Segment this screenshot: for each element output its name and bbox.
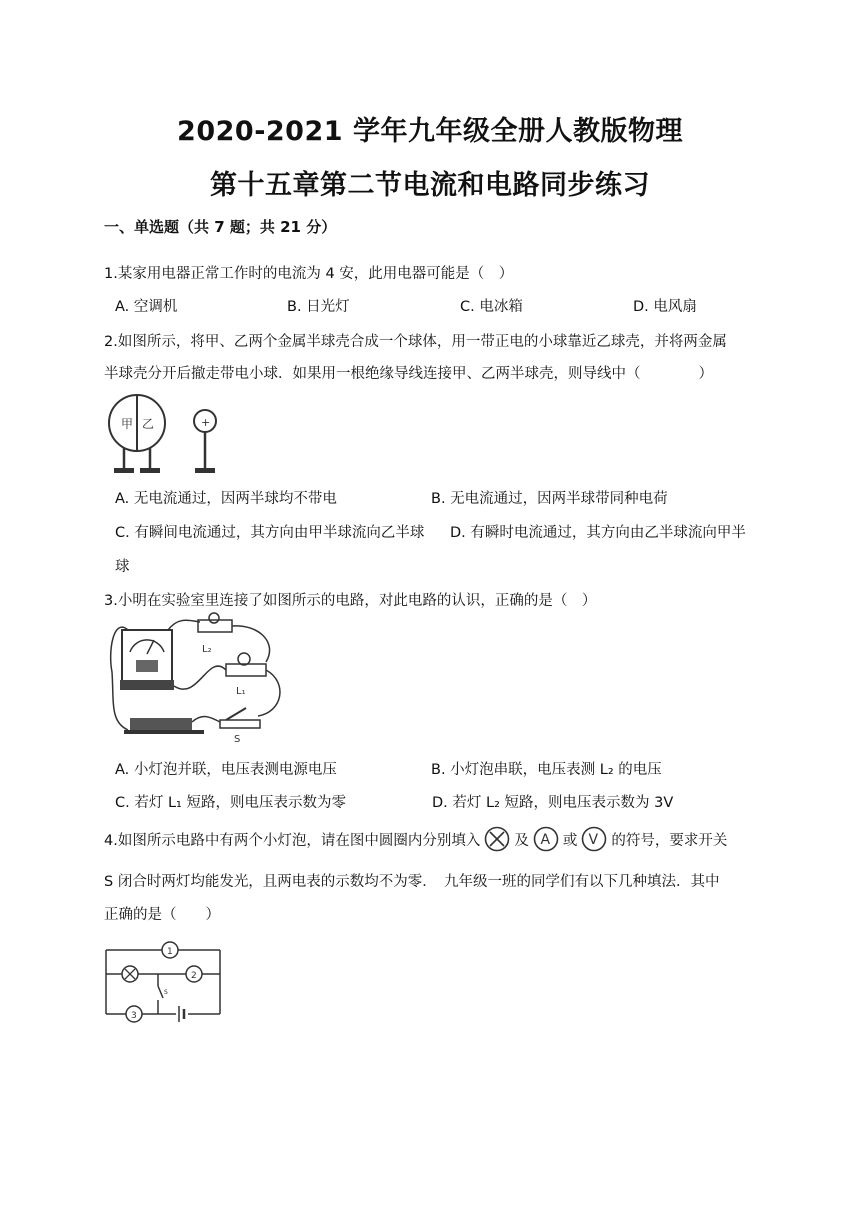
- voltmeter-letter: V: [588, 832, 599, 848]
- section-heading: 一、单选题（共 7 题；共 21 分）: [104, 218, 337, 236]
- q1-option-d: D. 电风扇: [633, 299, 697, 315]
- title-line-2: 第十五章第二节电流和电路同步练习: [210, 170, 650, 201]
- voltmeter-symbol-icon: [581, 826, 607, 852]
- q1-option-a: A. 空调机: [115, 299, 178, 315]
- ammeter-symbol-icon: [533, 826, 559, 852]
- q4-stem-part-3: 或: [562, 832, 578, 849]
- q4-stem-part-2: 及: [514, 832, 529, 849]
- q4-label-1: 1: [167, 947, 173, 957]
- ammeter-letter: A: [540, 832, 550, 848]
- q2-option-c: C. 有瞬间电流通过，其方向由甲半球流向乙半球: [115, 525, 425, 541]
- q3-option-d: D. 若灯 L₂ 短路，则电压表示数为 3V: [432, 795, 674, 811]
- q4-stem-line-3: 正确的是（ ）: [104, 907, 220, 923]
- q3-figure-circuit: [108, 612, 288, 746]
- q2-option-d-wrap: 球: [115, 559, 130, 575]
- q3-option-c: C. 若灯 L₁ 短路，则电压表示数为零: [115, 795, 346, 811]
- q2-label-yi: 乙: [142, 417, 155, 431]
- q3-option-a: A. 小灯泡并联，电压表测电源电压: [115, 762, 337, 778]
- q4-label-3: 3: [131, 1011, 137, 1021]
- q2-stem-line-1: 2.如图所示，将甲、乙两个金属半球壳合成一个球体，用一带正电的小球靠近乙球壳，并将两金属: [104, 334, 727, 350]
- q1-stem: 1.某家用电器正常工作时的电流为 4 安，此用电器可能是（ ）: [104, 266, 514, 282]
- q2-option-b: B. 无电流通过，因两半球带同种电荷: [431, 491, 668, 507]
- q2-figure-spheres: [108, 388, 228, 478]
- q4-label-2: 2: [191, 971, 197, 981]
- q4-stem-line-2: S 闭合时两灯均能发光，且两电表的示数均不为零． 九年级一班的同学们有以下几种填法．其中: [104, 874, 720, 890]
- q3-label-s: S: [234, 734, 241, 745]
- q1-option-b: B. 日光灯: [287, 299, 350, 315]
- q3-option-b: B. 小灯泡串联，电压表测 L₂ 的电压: [431, 762, 662, 778]
- q2-stem-line-2: 半球壳分开后撤走带电小球．如果用一根绝缘导线连接甲、乙两半球壳，则导线中（ ）: [104, 366, 713, 382]
- q4-stem-part-1: 4.如图所示电路中有两个小灯泡，请在图中圆圈内分别填入: [104, 832, 481, 849]
- q4-stem-part-4: 的符号，要求开关: [611, 832, 728, 849]
- title-line-1: 2020-2021 学年九年级全册人教版物理: [177, 116, 683, 147]
- lamp-symbol-icon: [484, 826, 510, 852]
- q4-figure-circuit: [100, 936, 230, 1028]
- q3-label-l2: L₂: [202, 644, 212, 655]
- q3-label-l1: L₁: [236, 686, 246, 697]
- q2-label-plus: +: [201, 416, 211, 429]
- q2-option-d: D. 有瞬时电流通过，其方向由乙半球流向甲半: [450, 525, 746, 541]
- q4-stem-line-1: [104, 826, 727, 852]
- q4-label-s: S: [164, 989, 168, 996]
- q1-option-c: C. 电冰箱: [460, 299, 523, 315]
- q2-label-jia: 甲: [121, 417, 134, 431]
- q2-option-a: A. 无电流通过，因两半球均不带电: [115, 491, 337, 507]
- q3-stem: 3.小明在实验室里连接了如图所示的电路，对此电路的认识，正确的是（ ）: [104, 593, 597, 609]
